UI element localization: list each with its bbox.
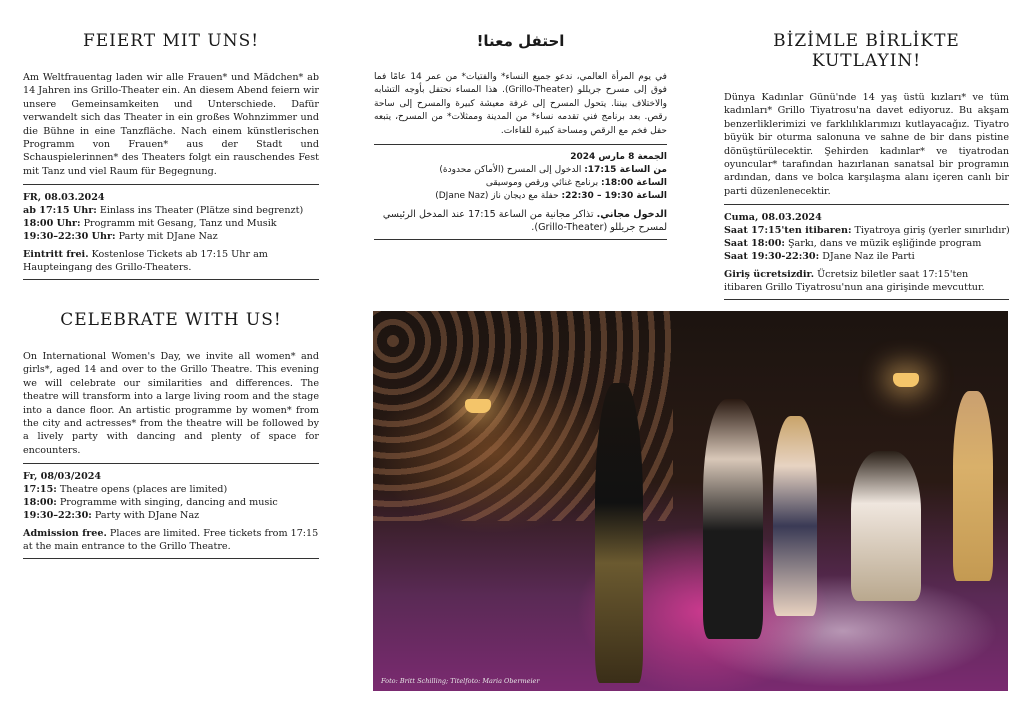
- performer-figure: [851, 451, 921, 601]
- schedule-row: 19:30–22:30: Party with DJane Naz: [23, 510, 200, 522]
- schedule-row: من الساعة 17:15: الدخول إلى المسرح (الأماكن محدودة): [439, 165, 667, 176]
- english-title: CELEBRATE WITH US!: [60, 310, 282, 330]
- german-schedule: [23, 191, 319, 274]
- schedule-row: الساعة 19:30 – 22:30: حفلة مع ديجان ناز (DJane Naz): [435, 191, 667, 202]
- arabic-entry: الدخول مجاني. تذاكر مجانية من الساعة 17:15 عند المدخل الرئيسي لمسرح جريللو (Grillo-Theater).: [382, 209, 667, 234]
- stage-photo: [373, 311, 1008, 691]
- performer-figure: [773, 416, 817, 616]
- divider: [23, 463, 319, 464]
- arabic-section: [374, 31, 667, 246]
- performer-figure: [953, 391, 993, 581]
- schedule-row: 18:00 Uhr: Programm mit Gesang, Tanz und Musik: [23, 218, 277, 230]
- turkish-body: Dünya Kadınlar Günü'nde 14 yaş üstü kızları* ve tüm kadınları* Grillo Tiyatrosu'na davet ediyoruz. Bu akşam benzerliklerimizi ve farklılıklarımızı kutlayacağız. Tiyatro büyük bir oturma salonuna ve sahne de bir dans pistine dönüştürülecektir. Şehirden kadınlar* ve tiyatrodan oyuncular* tarafından hazırlanan sanatsal bir programın ardından, dans ve bolca karşılaşma alanı içeren canlı bir parti düzenlenecektir.: [724, 92, 1009, 197]
- schedule-row: 19:30–22:30 Uhr: Party mit DJane Naz: [23, 231, 218, 243]
- arabic-title: احتفل معنا!: [476, 32, 565, 50]
- schedule-row: 18:00: Programme with singing, dancing and music: [23, 497, 278, 509]
- schedule-row: ab 17:15 Uhr: Einlass ins Theater (Plätze sind begrenzt): [23, 205, 304, 217]
- schedule-row: Saat 17:15'ten itibaren: Tiyatroya giriş (yerler sınırlıdır): [724, 225, 1010, 237]
- schedule-row: 17:15: Theatre opens (places are limited): [23, 484, 228, 496]
- divider: [23, 279, 319, 280]
- english-schedule: [23, 470, 319, 553]
- arabic-date: الجمعة 8 مارس 2024: [570, 152, 667, 163]
- german-title: FEIERT MIT UNS!: [82, 31, 260, 51]
- turkish-section: [724, 31, 1009, 306]
- turkish-schedule: [724, 211, 1009, 294]
- english-date: Fr, 08/03/2024: [23, 471, 102, 483]
- german-entry: Eintritt frei. Kostenlose Tickets ab 17:15 Uhr am Haupteingang des Grillo-Theaters.: [23, 249, 268, 274]
- german-date: FR, 08.03.2024: [23, 192, 105, 204]
- english-entry: Admission free. Places are limited. Free tickets from 17:15 at the main entrance to the Grillo Theatre.: [23, 528, 319, 553]
- english-body: On International Women's Day, we invite all women* and girls*, aged 14 and over to the Grillo Theatre. This evening we will celebrate our similarities and differences. The theatre will transform into a large living room and the stage into a dance floor. An artistic programme by women* from the city and actresses* from the theatre will be followed by a lively party with dancing and plenty of space for encounters.: [23, 351, 319, 456]
- german-section: [23, 31, 319, 286]
- turkish-title: BİZİMLE BİRLİKTE KUTLAYIN!: [773, 31, 960, 71]
- divider: [23, 184, 319, 185]
- arabic-schedule: [374, 151, 667, 234]
- divider: [374, 144, 667, 145]
- performer-figure: [703, 399, 763, 639]
- divider: [23, 558, 319, 559]
- floor-lamp-icon: [465, 399, 491, 413]
- schedule-row: Saat 19:30-22:30: DJane Naz ile Parti: [724, 251, 915, 263]
- arabic-body: في يوم المرأة العالمي، ندعو جميع النساء* والفتيات* من عمر 14 عامًا فما فوق إلى مسرح جريللو (Grillo-Theater). هذا المساء نحتفل بأوجه التشابه والاختلاف بيننا. يتحول المسرح إلى غرفة معيشة كبيرة والمسرح إلى ساحة رقص. بعد برنامج فني تقدمه نساء* من المدينة وممثلات* من المسرح، يتبعه حفل فخم مع الرقص ومساحة كبيرة للقاءات.: [374, 72, 667, 136]
- floor-lamp-icon: [893, 373, 919, 387]
- turkish-entry: Giriş ücretsizdir. Ücretsiz biletler saat 17:15'ten itibaren Grillo Tiyatrosu'nun ana girişinde mevcuttur.: [724, 269, 985, 294]
- schedule-row: الساعة 18:00: برنامج غنائي ورقص وموسيقى: [485, 178, 667, 189]
- divider: [724, 204, 1009, 205]
- german-body: Am Weltfrauentag laden wir alle Frauen* und Mädchen* ab 14 Jahren ins Grillo-Theater ein. An diesem Abend feiern wir unsere Gemeinsamkeiten und Unterschiede. Dafür verwandelt sich das Theater in ein großes Wohnzimmer und die Bühne in eine Tanzfläche. Nach einem künstlerischen Programm von Frauen* aus der Stadt und Schauspielerinnen* des Theaters folgt ein rauschendes Fest mit Tanz und viel Raum für Begegnung.: [23, 72, 319, 177]
- english-section: [23, 310, 319, 565]
- divider: [724, 299, 1009, 300]
- turkish-date: Cuma, 08.03.2024: [724, 212, 822, 224]
- divider: [374, 239, 667, 240]
- performer-figure: [595, 383, 643, 683]
- photo-caption: Foto: Britt Schilling; Titelfoto: Maria Obermeier: [381, 677, 540, 685]
- schedule-row: Saat 18:00: Şarkı, dans ve müzik eşliğinde program: [724, 238, 982, 250]
